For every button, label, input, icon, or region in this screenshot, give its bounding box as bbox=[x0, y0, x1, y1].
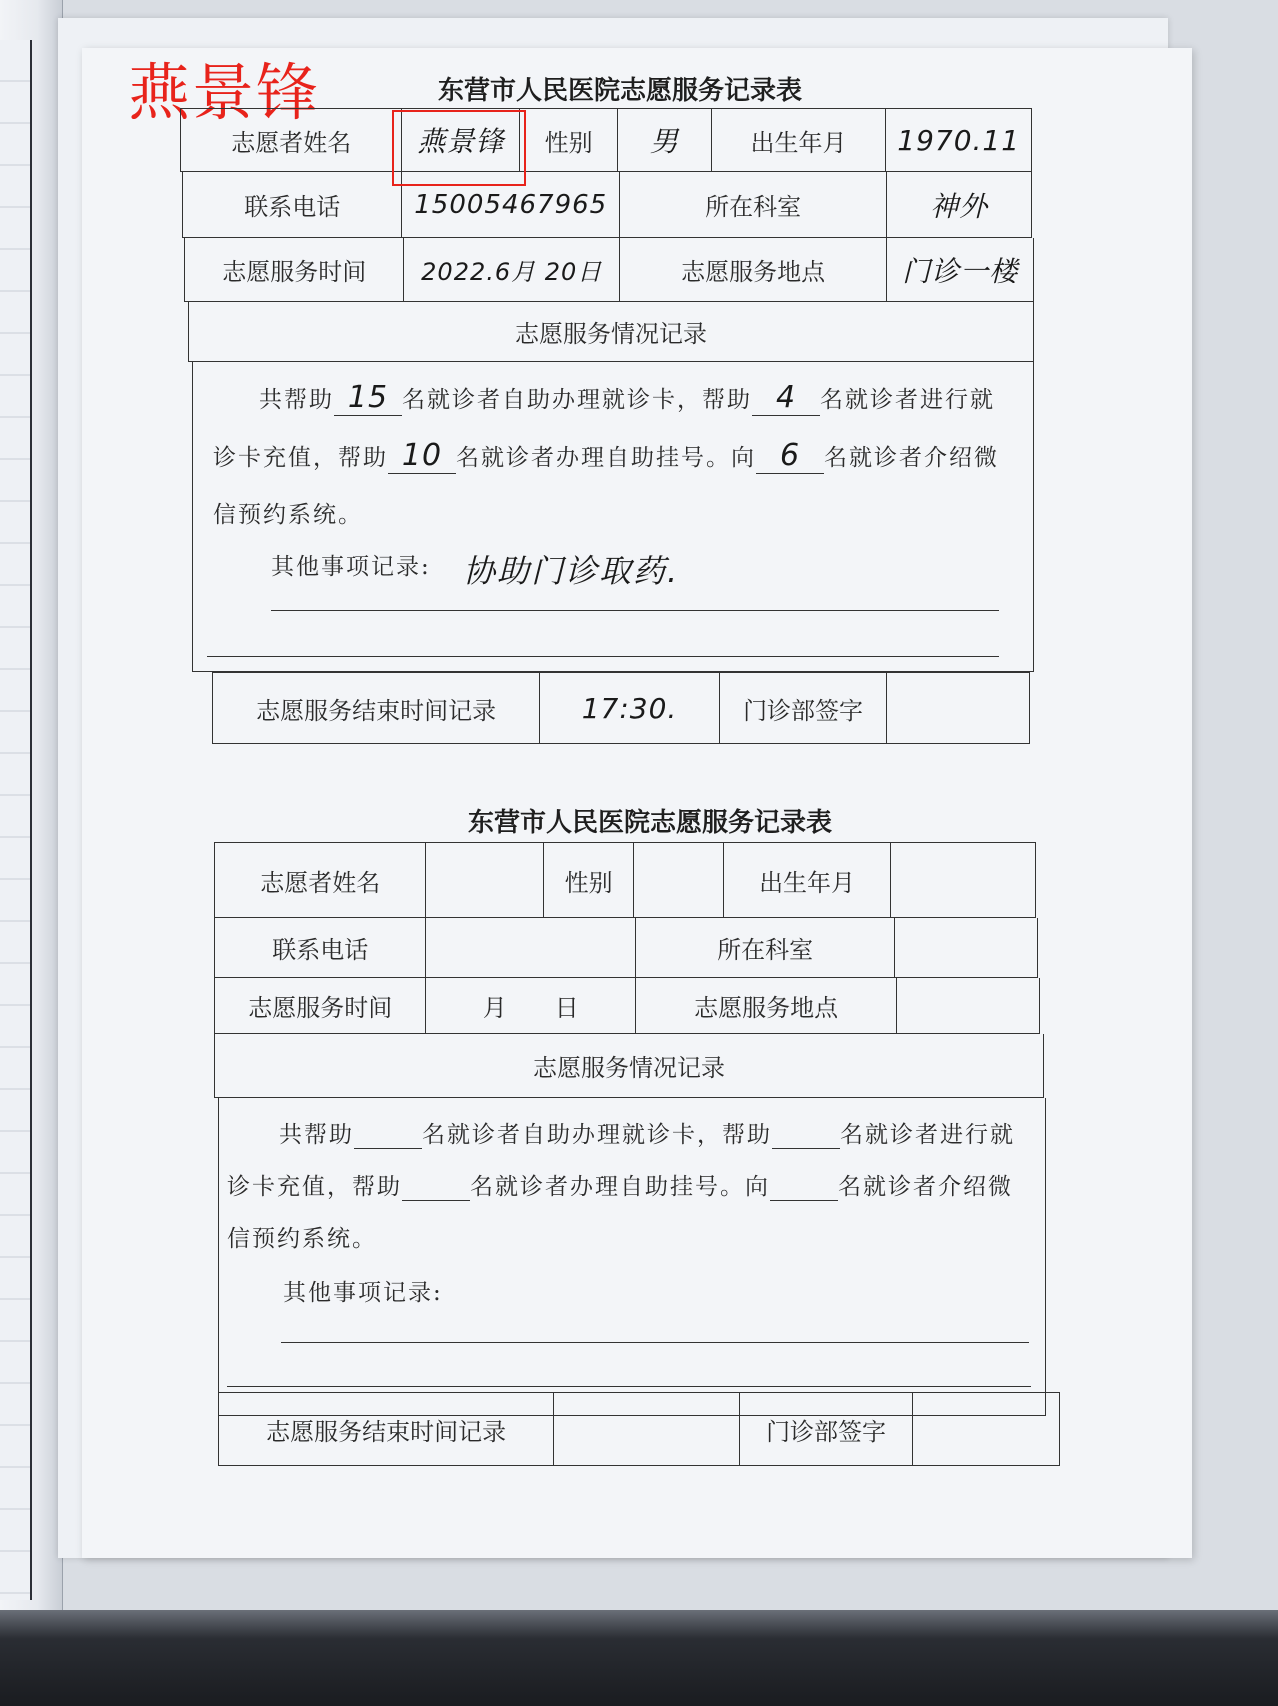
blank-registration-2 bbox=[402, 1174, 470, 1201]
underline-2-2 bbox=[227, 1386, 1031, 1387]
label-dept: 所在科室 bbox=[620, 172, 887, 237]
record-body-2 bbox=[218, 1098, 1046, 1416]
label-end-time-2: 志愿服务结束时间记录 bbox=[219, 1393, 554, 1465]
row-section-heading bbox=[188, 302, 1034, 362]
record-body bbox=[192, 362, 1034, 672]
row-time bbox=[184, 238, 1034, 302]
value-service-place: 门诊一楼 bbox=[902, 254, 1019, 288]
form-title: 东营市人民医院志愿服务记录表 bbox=[437, 76, 802, 106]
value-service-time: 2022.6月 20日 bbox=[404, 238, 620, 301]
value-service-time-2: 月 日 bbox=[426, 978, 635, 1033]
row-phone bbox=[182, 172, 1032, 238]
value-volunteer-name-2 bbox=[426, 843, 544, 917]
blank-registration: 10 bbox=[388, 438, 456, 474]
highlight-box bbox=[392, 110, 526, 186]
desk-edge bbox=[0, 1610, 1278, 1706]
row-time-2 bbox=[214, 978, 1040, 1034]
value-sign bbox=[887, 673, 1029, 743]
body-line-2: 诊卡充值，帮助 10 名就诊者办理自助挂号。向 6 名就诊者介绍微 bbox=[213, 438, 999, 473]
label-service-place: 志愿服务地点 bbox=[620, 238, 887, 301]
left-notebook bbox=[0, 0, 63, 1706]
label-service-place-2: 志愿服务地点 bbox=[636, 978, 897, 1033]
blank-topup-2 bbox=[772, 1122, 840, 1149]
notebook-binding bbox=[0, 40, 32, 1600]
value-volunteer-name: 燕景锋 bbox=[402, 109, 520, 171]
label-volunteer-name: 志愿者姓名 bbox=[181, 109, 402, 171]
blank-topup: 4 bbox=[752, 380, 820, 416]
value-end-time-2 bbox=[554, 1393, 740, 1465]
blank-wechat-2 bbox=[770, 1174, 838, 1201]
value-birth-2 bbox=[891, 843, 1035, 917]
value-phone-2 bbox=[426, 918, 635, 977]
value-dept-2 bbox=[895, 918, 1037, 977]
other-items-label-2: 其他事项记录: bbox=[283, 1280, 443, 1306]
row-name-2 bbox=[214, 842, 1036, 918]
label-birth-2: 出生年月 bbox=[724, 843, 892, 917]
other-items-label: 其他事项记录: bbox=[271, 554, 431, 580]
row-end-time bbox=[212, 672, 1030, 744]
label-gender: 性别 bbox=[520, 109, 618, 171]
label-dept-2: 所在科室 bbox=[636, 918, 895, 977]
label-phone: 联系电话 bbox=[183, 172, 402, 237]
label-gender-2: 性别 bbox=[544, 843, 634, 917]
body-line-2-2: 诊卡充值，帮助 名就诊者办理自助挂号。向 名就诊者介绍微 bbox=[227, 1174, 1013, 1200]
form-title-2: 东营市人民医院志愿服务记录表 bbox=[467, 808, 832, 838]
label-volunteer-name-2: 志愿者姓名 bbox=[215, 843, 426, 917]
section-heading-2: 志愿服务情况记录 bbox=[533, 1054, 725, 1082]
value-gender: 男 bbox=[618, 109, 712, 171]
value-dept: 神外 bbox=[930, 189, 989, 223]
row-phone-2 bbox=[214, 918, 1038, 978]
label-birth: 出生年月 bbox=[712, 109, 887, 171]
value-phone: 15005467965 bbox=[402, 172, 619, 237]
blank-cards-2 bbox=[354, 1122, 422, 1149]
row-end-time-2 bbox=[218, 1392, 1060, 1466]
value-service-place-2 bbox=[897, 978, 1039, 1033]
other-items-value: 协助门诊取药. bbox=[463, 552, 680, 590]
underline-1 bbox=[271, 610, 999, 611]
underline-1-2 bbox=[281, 1342, 1029, 1343]
label-sign: 门诊部签字 bbox=[720, 673, 888, 743]
label-service-time: 志愿服务时间 bbox=[185, 238, 404, 301]
body-line-1-2: 共帮助 名就诊者自助办理就诊卡，帮助 名就诊者进行就 bbox=[279, 1122, 1015, 1148]
value-sign-2 bbox=[913, 1393, 1059, 1465]
body-line-3-2: 信预约系统。 bbox=[227, 1226, 377, 1252]
blank-cards: 15 bbox=[334, 380, 402, 416]
label-end-time: 志愿服务结束时间记录 bbox=[213, 673, 540, 743]
row-name bbox=[180, 108, 1032, 172]
blank-wechat: 6 bbox=[756, 438, 824, 474]
label-sign-2: 门诊部签字 bbox=[740, 1393, 914, 1465]
label-phone-2: 联系电话 bbox=[215, 918, 426, 977]
value-birth: 1970.11 bbox=[897, 123, 1021, 157]
value-end-time: 17:30. bbox=[540, 673, 720, 743]
body-line-3: 信预约系统。 bbox=[213, 502, 363, 528]
value-gender-2 bbox=[634, 843, 724, 917]
section-heading: 志愿服务情况记录 bbox=[515, 320, 707, 348]
name-overlay-label: 燕景锋 bbox=[128, 56, 321, 129]
body-line-1: 共帮助 15 名就诊者自助办理就诊卡，帮助 4 名就诊者进行就 bbox=[259, 380, 995, 415]
underline-2 bbox=[207, 656, 999, 657]
row-section-heading-2 bbox=[214, 1034, 1044, 1098]
label-service-time-2: 志愿服务时间 bbox=[215, 978, 426, 1033]
